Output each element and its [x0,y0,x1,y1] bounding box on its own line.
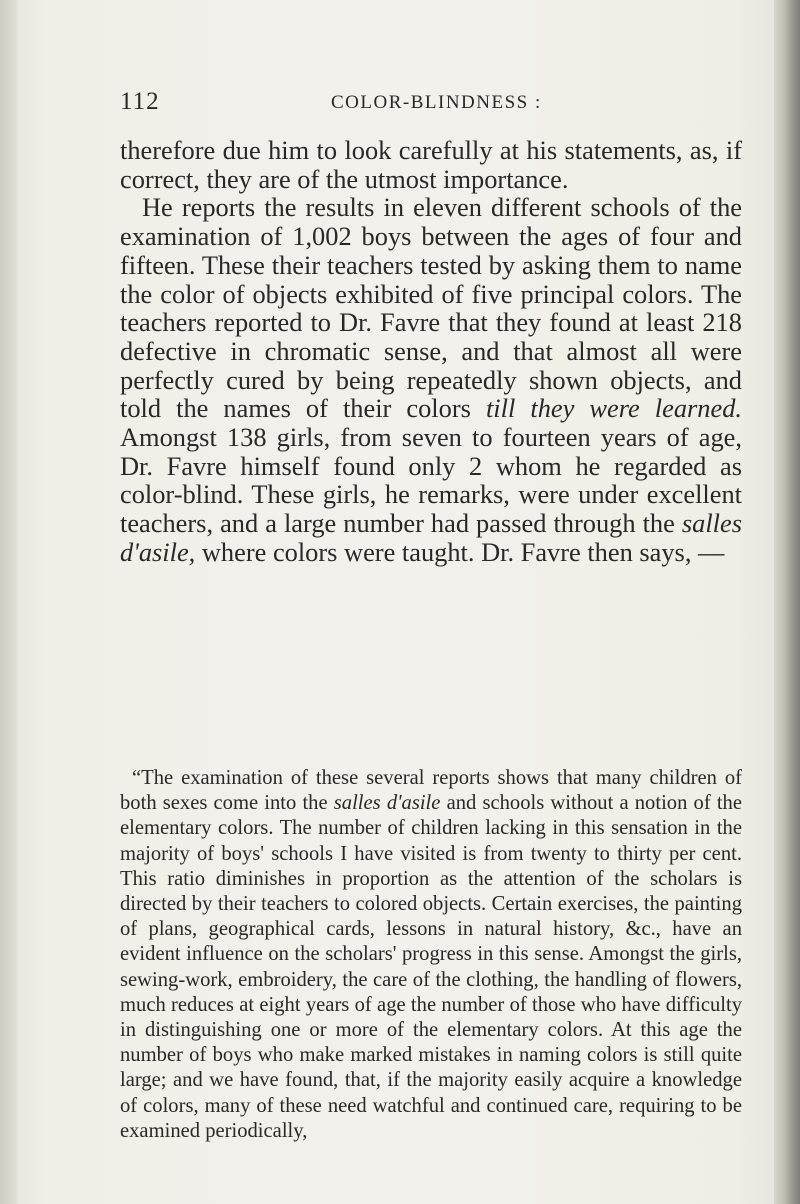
paragraph-1 [120,136,742,193]
quote-text-b: and schools without a notion of the elementary colors. The number of children lacking in this sensation in the majority of boys' schools I have visited is from twenty to thirty per cent. This ratio diminishes in proportion as the attention of the scholars is directed by their teachers to colored objects. Certain exercises, the painting of plans, geographical cards, lessons in natural history, &c., have an evident influence on the scholars' progress in this sense. Amongst the girls, sewing-work, embroidery, the care of the clothing, the handling of flowers, much reduces at eight years of age the number of those who have difficulty in distinguishing one or more of the elementary colors. At this age the number of boys who make marked mistakes in naming colors is still quite large; and we have found, that, if the majority easily acquire a knowledge of colors, many of these need watchful and continued care, requiring to be examined periodically, [120,792,742,1142]
paragraph-2-text-b: Amongst 138 girls, from seven to fourteen years of age, Dr. Favre himself found only 2 whom he regarded as color-blind. These girls, he remarks, were under excellent teachers, and a large number had passed through the [120,422,742,539]
paragraph-2-text-c: where colors were taught. Dr. Favre then says, — [195,536,725,567]
page-number: 112 [120,88,160,115]
paragraph-2 [120,193,742,566]
quote-text-a: “The examination of these several reports shows that many children of both sexes come into the [120,767,742,815]
running-head: COLOR-BLINDNESS : [331,92,542,113]
page-header [118,88,738,122]
paragraph-2-italic-1: till they were learned. [485,393,742,424]
block-quote [120,766,742,1144]
main-text [120,136,742,567]
quote-paragraph [120,766,742,1144]
paragraph-2-text-a: He reports the results in eleven different schools of the examination of 1,002 boys between the ages of four and fifteen. These their teachers tested by asking them to name the color of objects exhibited of five principal colors. The teachers reported to Dr. Favre that they found at least 218 defective in chromatic sense, and that almost all were perfectly cured by being repeatedly shown objects, and told the names of their colors [120,192,742,424]
paragraph-1-text: therefore due him to look carefully at his statements, as, if correct, they are of the utmost importance. [120,135,742,194]
quote-italic: salles d'asile [333,792,441,815]
page-left-edge [0,0,18,1204]
page-right-edge-shadow [774,0,800,1204]
paragraph-2-italic-2: salles d'asile, [120,508,742,567]
